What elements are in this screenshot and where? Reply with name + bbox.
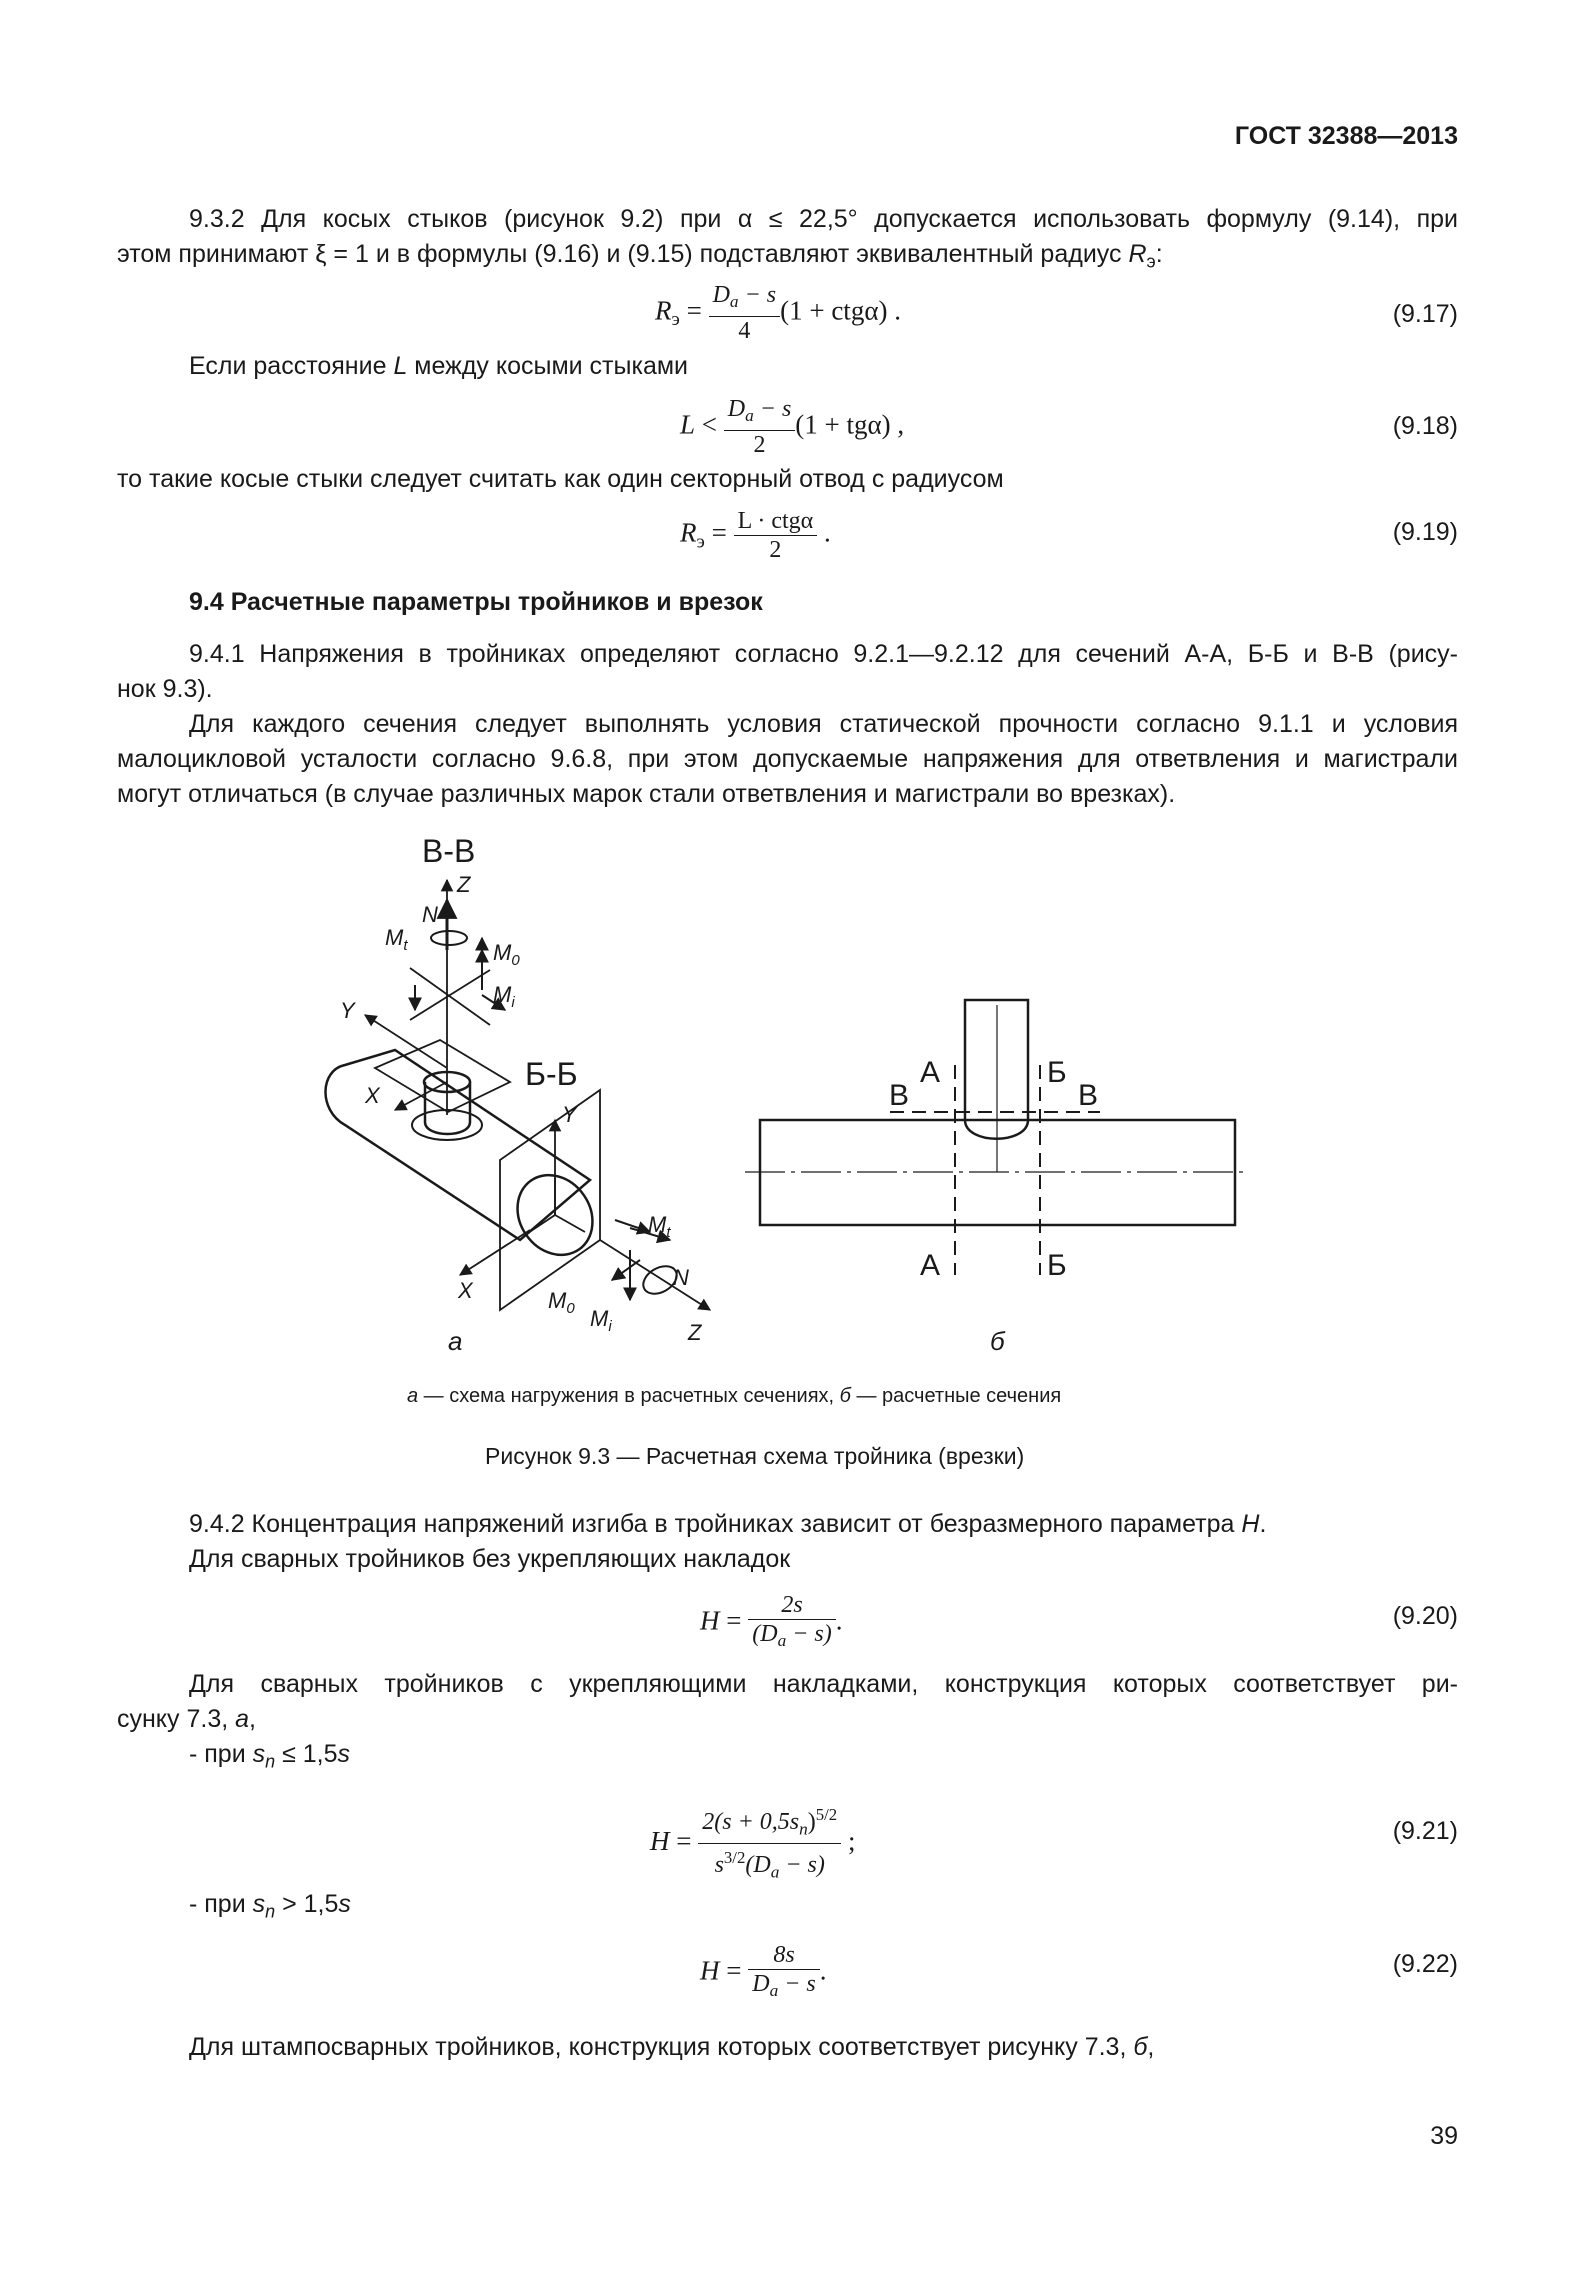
equation-number-9-21: (9.21) <box>1392 1817 1458 1845</box>
figure-caption: Рисунок 9.3 — Расчетная схема тройника (врезки) <box>485 1443 1025 1469</box>
label-n-top: N <box>422 902 438 927</box>
equation-number-9-17: (9.17) <box>1392 300 1458 328</box>
label-m0-top: $M_0$ <box>493 940 520 969</box>
condition-2: - при $s_n > 1,5s$ <box>189 1890 351 1922</box>
equation-number-9-22: (9.22) <box>1392 1950 1458 1978</box>
label-axis-z-bottom: Z <box>688 1320 702 1345</box>
moment-mt-top <box>431 931 467 945</box>
page-number: 39 <box>1430 2122 1458 2150</box>
section-plane-bb <box>500 1090 600 1310</box>
label-axis-x-left: X <box>365 1083 380 1108</box>
axis-z-bottom <box>600 1240 710 1310</box>
fraction: $\frac{D_a - s}{2}$ <box>724 396 796 458</box>
label-v-right: В <box>1078 1079 1099 1112</box>
equation-number-9-18: (9.18) <box>1392 412 1458 440</box>
paragraph-941-line2: нок 9.3). <box>117 675 213 703</box>
paragraph-932-line1-text: 9.3.2 Для косых стыков (рисунок 9.2) при α ≤ 22,5° допускается использовать формулу (9.14), при <box>189 205 1458 233</box>
paragraph-941-line1: 9.4.1 Напряжения в тройниках определяют согласно 9.2.1—9.2.12 для сечений А-А, Б-Б и В-В (рису- <box>189 640 1458 668</box>
paragraph-reinforced-line2: сунку 7.3, а, <box>117 1705 256 1733</box>
sections-drawing <box>745 1000 1245 1275</box>
equation-9-19: $R_э$ = $\frac{\text{L · ctgα}}{2}$ . <box>680 508 831 563</box>
equation-9-18: L < $\frac{D_a - s}{2}$ (1 + tgα) , <box>680 396 905 459</box>
equation-number-9-19: (9.19) <box>1392 518 1458 546</box>
paragraph-941-p2-line1: Для каждого сечения следует выполнять условия статической прочности согласно 9.1.1 и условия <box>189 710 1458 738</box>
label-axis-z-top: Z <box>457 872 471 897</box>
document-code: ГОСТ 32388—2013 <box>1234 122 1458 150</box>
fraction: $\frac{D_a - s}{4}$ <box>709 282 781 344</box>
fraction: $\frac{8s}{D_a - s}$ <box>748 1942 820 2004</box>
paragraph-932-line1 <box>117 202 1458 237</box>
equation-9-20: H = $\frac{2s}{(D_a - s)}$ . <box>700 1592 842 1654</box>
label-section-bb: Б-Б <box>525 1056 578 1092</box>
moment-mi-bottom <box>612 1260 640 1280</box>
loading-scheme-drawing <box>325 880 710 1310</box>
figure-letter-b: б <box>990 1326 1005 1356</box>
section-heading-9-4: 9.4 Расчетные параметры тройников и врезок <box>189 588 763 616</box>
label-mi-top: $M_i$ <box>493 982 515 1011</box>
label-v-left: В <box>889 1079 910 1112</box>
label-axis-y-left: Y <box>340 998 355 1023</box>
label-n-bottom: N <box>673 1265 689 1290</box>
condition-1: - при $s_n \le 1,5s$ <box>189 1740 351 1772</box>
label-a-top: А <box>920 1056 941 1089</box>
paragraph-if-L: Если расстояние L между косыми стыками <box>189 352 689 380</box>
equation-number-9-20: (9.20) <box>1392 1602 1458 1630</box>
equation-9-22: H = $\frac{8s}{D_a - s}$ . <box>700 1942 827 2004</box>
label-m0-bottom: $M_0$ <box>548 1288 575 1317</box>
label-section-vv: В-В <box>422 833 476 869</box>
label-mi-bottom: $M_i$ <box>590 1306 612 1335</box>
equation-9-17: $R_э$ = $\frac{D_a - s}{4}$ (1 + ctgα) . <box>655 282 901 345</box>
moment-mt-bottom2 <box>615 1220 650 1232</box>
paragraph-942-line2: Для сварных тройников без укрепляющих накладок <box>189 1545 791 1573</box>
paragraph-941-p2-line3: могут отличаться (в случае различных марок стали ответвления и магистрали во врезках). <box>117 780 1176 808</box>
pipe-end-z-line <box>555 1215 585 1232</box>
equation-9-21: H = $\frac{2(s + 0,5s_n)^{5/2}}{s^{3/2}(D_a - s)}$ ; <box>650 1802 855 1886</box>
pipe-end-x-line <box>525 1215 555 1235</box>
paragraph-932-line2: этом принимают ξ = 1 и в формулы (9.16) и (9.15) подставляют эквивалентный радиус $R_э$: <box>117 240 1163 272</box>
paragraph-reinforced-line1: Для сварных тройников с укрепляющими накладками, конструкция которых соответствует ри- <box>189 1670 1458 1698</box>
fraction: $\frac{2(s + 0,5s_n)^{5/2}}{s^{3/2}(D_a - s)}$ <box>698 1802 841 1886</box>
label-b-bottom: Б <box>1047 1249 1067 1282</box>
label-mt-top: $M_t$ <box>385 925 408 954</box>
figure-letter-a: а <box>448 1326 463 1356</box>
label-axis-y-right: Y <box>562 1102 577 1127</box>
figure-legend: а — схема нагружения в расчетных сечениях, б — расчетные сечения <box>407 1385 1062 1407</box>
paragraph-stamped: Для штампосварных тройников, конструкция которых соответствует рисунку 7.3, б, <box>189 2033 1155 2061</box>
label-b-top: Б <box>1047 1056 1067 1089</box>
fraction: $\frac{2s}{(D_a - s)}$ <box>748 1592 836 1654</box>
label-a-bottom: А <box>920 1249 941 1282</box>
paragraph-then: то такие косые стыки следует считать как один секторный отвод с радиусом <box>117 465 1004 493</box>
label-axis-x-bottom: X <box>458 1278 473 1303</box>
fraction: $\frac{\text{L · ctgα}}{2}$ <box>734 508 818 563</box>
label-mt-bottom: $M_t$ <box>648 1212 671 1241</box>
axis-x-bottom <box>460 1230 530 1275</box>
paragraph-941-p2-line2: малоцикловой усталости согласно 9.6.8, при этом допускаемые напряжения для ответвления и магистрали <box>117 745 1458 773</box>
paragraph-942-line1: 9.4.2 Концентрация напряжений изгиба в тройниках зависит от безразмерного параметра H. <box>189 1510 1267 1538</box>
figure-9-3 <box>0 820 1575 1380</box>
